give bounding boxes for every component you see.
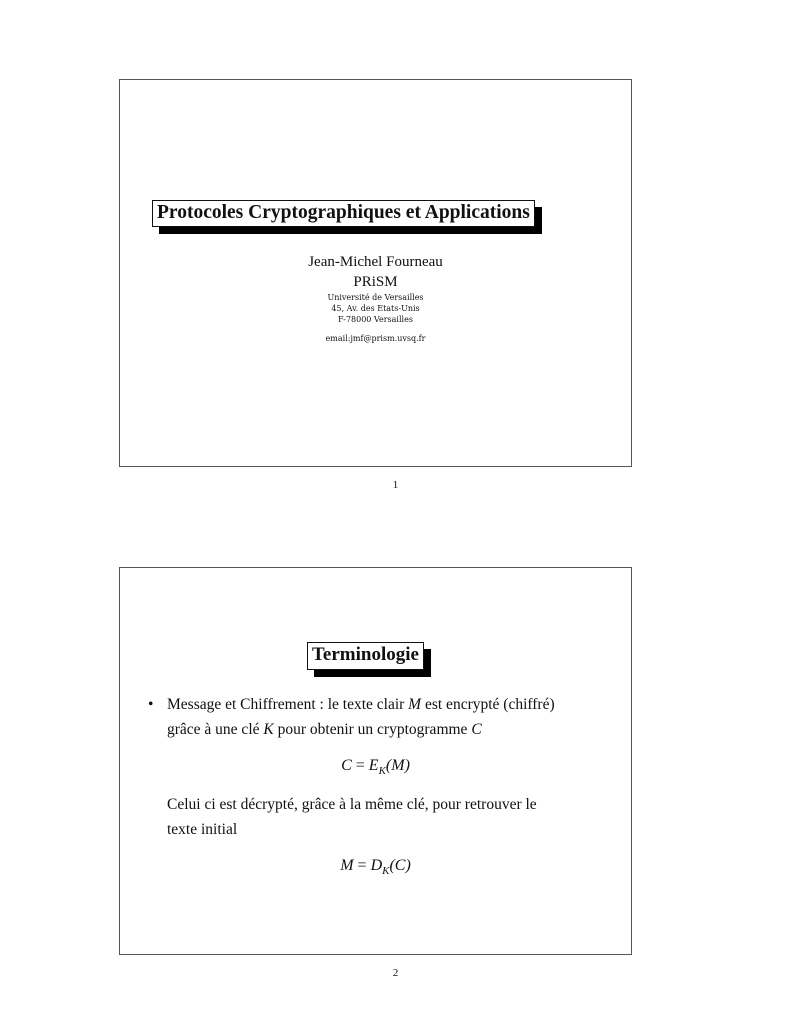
bullet-line-1 — [167, 692, 622, 717]
slide-2 — [119, 567, 632, 955]
equation-encrypt — [120, 757, 631, 777]
text-run: Message et Chiffrement : le texte clair — [167, 696, 409, 713]
text-run: pour obtenir un cryptogramme — [273, 721, 472, 738]
text-run: est encrypté (chiffré) — [421, 696, 555, 713]
eq-fn: E — [368, 757, 379, 774]
eq-arg: (C) — [389, 857, 411, 874]
math-var: K — [263, 721, 274, 738]
bullet-icon: • — [148, 696, 154, 713]
eq-lhs: M — [340, 857, 354, 874]
author-email: email:jmf@prism.uvsq.fr — [325, 334, 426, 343]
eq-op: = — [353, 857, 371, 874]
math-var: M — [408, 696, 422, 713]
address-line-1: Université de Versailles — [327, 293, 424, 302]
paragraph — [167, 792, 617, 842]
author-organization: PRiSM — [353, 274, 398, 290]
address-line-3: F-78000 Versailles — [338, 315, 413, 324]
page-number-1: 1 — [392, 479, 399, 491]
eq-fn: D — [370, 857, 383, 874]
eq-op: = — [351, 757, 369, 774]
eq-sub: K — [378, 765, 386, 778]
slide-1-title — [152, 200, 535, 227]
eq-lhs: C — [341, 757, 352, 774]
equation-decrypt — [120, 857, 631, 877]
bullet-content — [167, 692, 622, 742]
slide-1 — [119, 79, 632, 467]
author-block — [120, 252, 631, 344]
author-name: Jean-Michel Fourneau — [308, 254, 443, 270]
page-number-2: 2 — [392, 967, 399, 979]
paragraph-line-1: Celui ci est décrypté, grâce à la même clé, pour retrouver le — [167, 796, 537, 813]
paragraph-line-2: texte initial — [167, 821, 238, 838]
slide-2-title-text: Terminologie — [307, 642, 424, 670]
eq-arg: (M) — [385, 757, 410, 774]
bullet-line-2 — [167, 717, 622, 742]
slide-2-title — [307, 642, 424, 670]
math-var: C — [471, 721, 482, 738]
slide-1-title-text: Protocoles Cryptographiques et Applications — [152, 200, 535, 227]
address-line-2: 45, Av. des Etats-Unis — [331, 304, 420, 313]
eq-sub: K — [382, 865, 390, 878]
text-run: grâce à une clé — [167, 721, 264, 738]
